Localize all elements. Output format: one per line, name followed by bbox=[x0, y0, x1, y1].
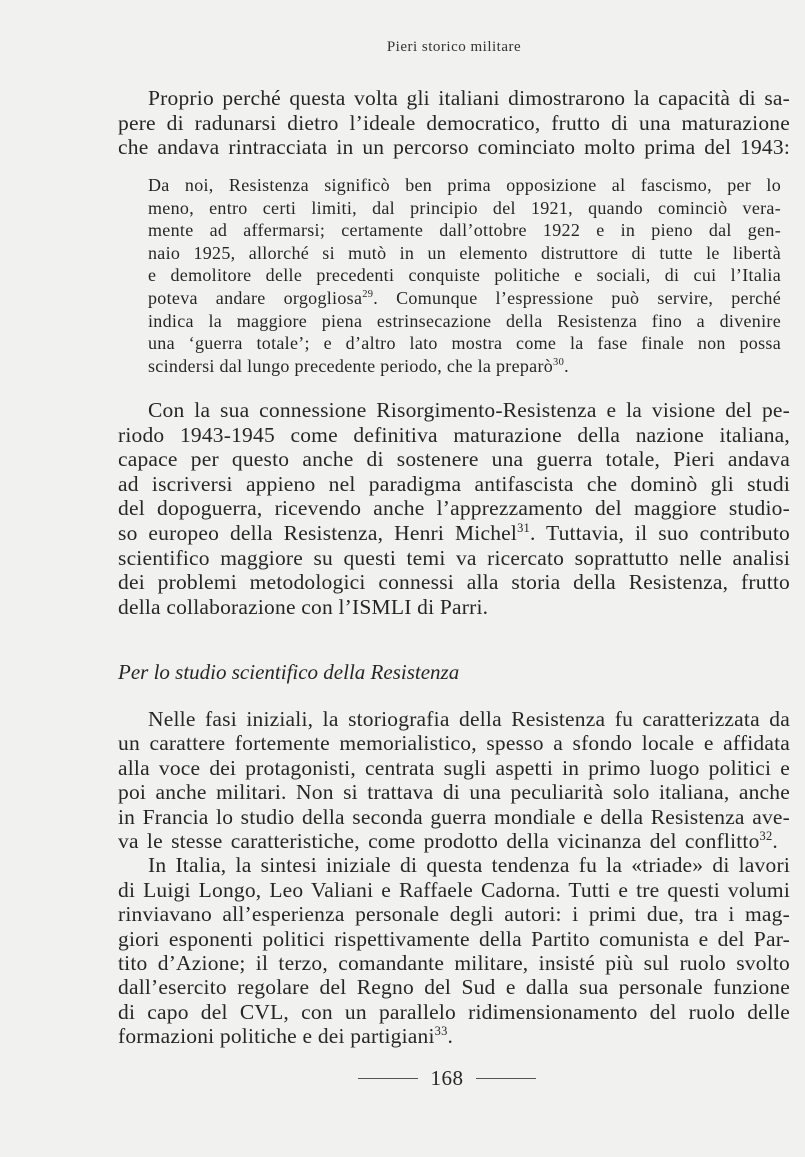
page-number-rule-right bbox=[476, 1078, 536, 1079]
line-text: scindersi dal lungo precedente periodo, che la preparò bbox=[148, 355, 554, 376]
text-line: indica la maggiore piena estrinsecazione della Resistenza fino a divenire bbox=[148, 310, 781, 331]
line-text: poteva andare orgogliosa bbox=[148, 287, 363, 308]
line-text: . bbox=[772, 828, 778, 853]
text-line: una ‘guerra totale’; e d’altro lato mostra come la fase finale non possa bbox=[148, 333, 781, 354]
text-line: e demolitore delle precedenti conquiste politiche e sociali, di cui l’Italia bbox=[148, 265, 781, 286]
text-line: mente ad affermarsi; certamente dall’ottobre 1922 e in pieno dal gen- bbox=[148, 220, 781, 241]
text-line: di capo del CVL, con un parallelo ridimensionamento del ruolo delle bbox=[118, 999, 790, 1024]
footnote-ref: 31 bbox=[517, 520, 530, 535]
line-text: so europeo della Resistenza, Henri Michel bbox=[118, 520, 518, 545]
page-number: 168 bbox=[430, 1066, 464, 1090]
text-line bbox=[118, 1024, 790, 1048]
line-text: formazioni politiche e dei partigiani bbox=[118, 1024, 435, 1049]
text-line: tito d’Azione; il terzo, comandante militare, insisté più sul ruolo svolto bbox=[118, 950, 790, 975]
line-text: va le stesse caratteristiche, come prodotto della vicinanza del conflitto bbox=[118, 828, 760, 853]
text-line: dall’esercito regolare del Regno del Sud e dalla sua personale funzione bbox=[118, 975, 790, 1000]
text-line: poi anche militari. Non si trattava di una peculiarità solo italiana, anche bbox=[118, 780, 790, 805]
text-line: rinviavano all’esperienza personale degli autori: i primi due, tra i mag- bbox=[118, 902, 790, 927]
text-line: Da noi, Resistenza significò ben prima opposizione al fascismo, per lo bbox=[148, 175, 781, 195]
block-quote bbox=[148, 174, 781, 377]
line-text: . Tuttavia, il suo contributo bbox=[529, 520, 791, 545]
running-header: Pieri storico militare bbox=[386, 39, 522, 55]
text-line bbox=[148, 355, 781, 378]
text-line: In Italia, la sintesi iniziale di questa tendenza fu la «triade» di lavori bbox=[148, 853, 790, 878]
text-line bbox=[148, 287, 781, 310]
text-line: meno, entro certi limiti, dal principio del 1921, quando cominciò vera- bbox=[148, 197, 781, 218]
footnote-ref: 30 bbox=[553, 356, 565, 368]
text-line bbox=[118, 521, 790, 546]
text-line: in Francia lo studio della seconda guerra mondiale e della Resistenza ave- bbox=[118, 804, 790, 829]
text-line: riodo 1943-1945 come definitiva maturazione della nazione italiana, bbox=[118, 422, 790, 447]
text-line: dei problemi metodologici connessi alla storia della Resistenza, frutto bbox=[118, 570, 790, 595]
body-paragraph bbox=[118, 398, 790, 619]
body-paragraph bbox=[118, 86, 790, 160]
text-line: della collaborazione con l’ISMLI di Parri. bbox=[118, 594, 489, 619]
page-footer bbox=[358, 1066, 536, 1090]
text-line bbox=[118, 829, 790, 853]
text-line: Proprio perché questa volta gli italiani dimostrarono la capacità di sa- bbox=[148, 86, 790, 110]
text-line: un carattere fortemente memorialistico, spesso a sfondo locale e affidata bbox=[118, 731, 790, 756]
text-line: giori esponenti politici rispettivamente della Partito comunista e del Par- bbox=[118, 926, 790, 951]
text-line: Con la sua connessione Risorgimento-Resistenza e la visione del pe- bbox=[148, 398, 790, 422]
footnote-ref: 32 bbox=[759, 828, 773, 843]
text-line: di Luigi Longo, Leo Valiani e Raffaele Cadorna. Tutti e tre questi volumi bbox=[118, 877, 790, 902]
footnote-ref: 33 bbox=[434, 1023, 448, 1038]
text-line: Nelle fasi iniziali, la storiografia della Resistenza fu caratterizzata da bbox=[148, 707, 790, 731]
text-line: scientifico maggiore su questi temi va ricercato soprattutto nelle analisi bbox=[118, 545, 790, 570]
text-line: alla voce dei protagonisti, centrata sugli aspetti in primo luogo politici e bbox=[118, 755, 790, 780]
line-text: . bbox=[447, 1024, 454, 1049]
line-text: . Comunque l’espressione può servire, perché bbox=[373, 287, 781, 308]
body-paragraph bbox=[118, 853, 790, 1048]
text-line: ad iscriversi appieno nel paradigma antifascista che dominò gli studi bbox=[118, 471, 790, 496]
line-text: . bbox=[564, 355, 569, 376]
text-line: pere di radunarsi dietro l’ideale democratico, frutto di una maturazione bbox=[118, 110, 790, 135]
page-number-rule-left bbox=[358, 1078, 418, 1079]
text-line: capace per questo anche di sostenere una guerra totale, Pieri andava bbox=[118, 447, 790, 472]
text-line: naio 1925, allorché si mutò in un elemento distruttore di tutte le libertà bbox=[148, 242, 781, 263]
footnote-ref: 29 bbox=[362, 288, 374, 300]
text-line: del dopoguerra, ricevendo anche l’apprezzamento del maggiore studio- bbox=[118, 496, 790, 521]
body-paragraph bbox=[118, 707, 790, 853]
text-line: che andava rintracciata in un percorso cominciato molto prima del 1943: bbox=[118, 135, 790, 159]
body-text bbox=[118, 707, 790, 1048]
section-heading: Per lo studio scientifico della Resistenza bbox=[118, 660, 460, 684]
